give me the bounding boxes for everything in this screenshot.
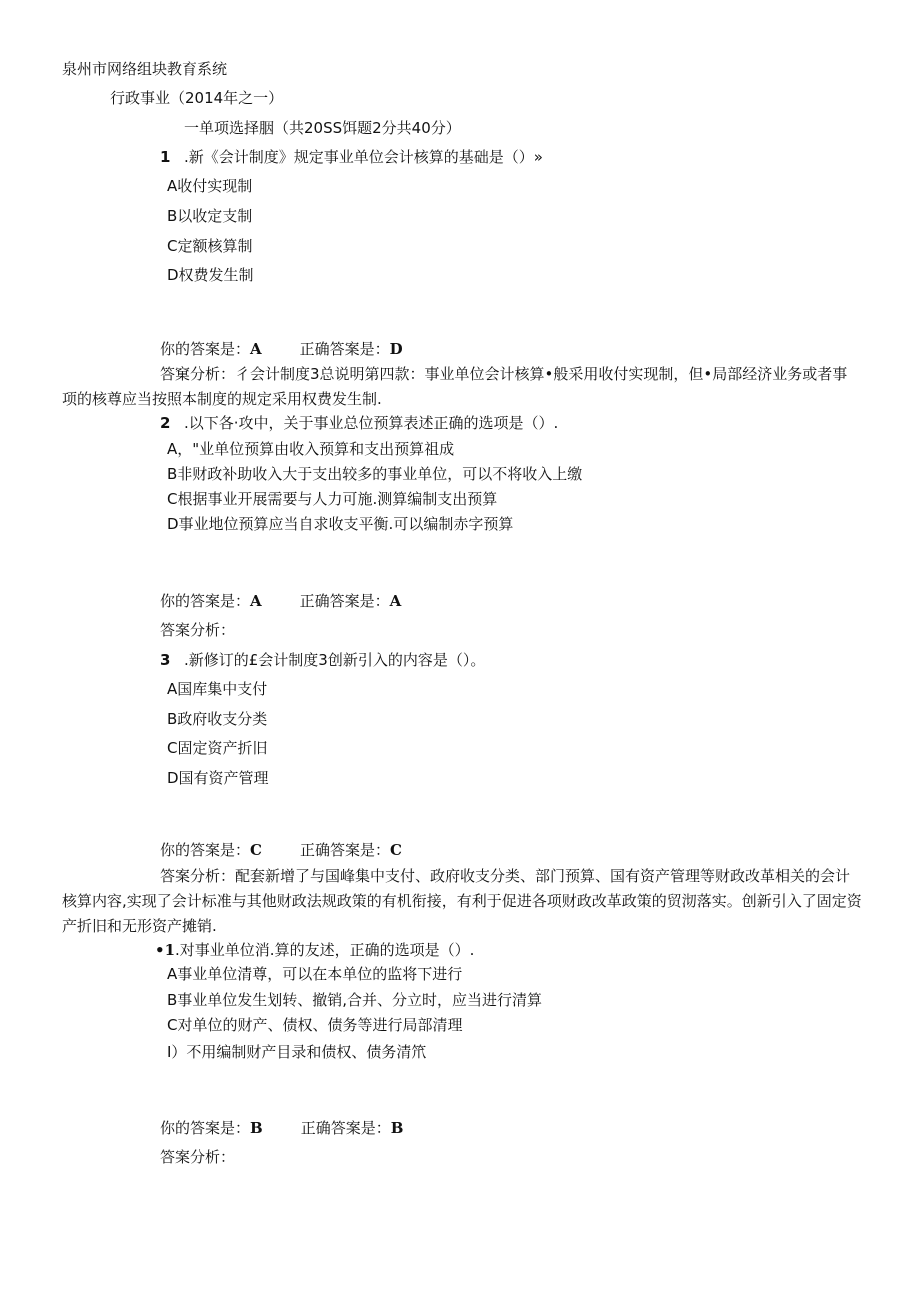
question-4-stem bbox=[155, 943, 474, 958]
question-2-option-d: D事业地位预算应当自求收支平衡.可以编制赤字预算 bbox=[167, 515, 514, 533]
question-1-option-a: A收付实现制 bbox=[167, 177, 253, 195]
question-4-option-d: I）不用编制财产目录和债权、债务清笊 bbox=[167, 1043, 427, 1061]
question-3-option-c: C固定资产折旧 bbox=[167, 739, 268, 757]
question-1-stem bbox=[160, 150, 543, 165]
question-4-analysis: 答案分析： bbox=[160, 1148, 236, 1166]
section-title: 一单项选择胭（共20SS饵题2分共40分） bbox=[184, 119, 461, 137]
question-4-option-b: B事业单位发生划转、撤销,合并、分立时，应当进行清算 bbox=[167, 991, 543, 1009]
correct-answer-value: A bbox=[389, 592, 402, 610]
question-text: .对事业单位消.算的友述，正确的选项是（）. bbox=[175, 941, 475, 959]
question-3-stem bbox=[160, 653, 485, 668]
question-number: 2 bbox=[160, 414, 171, 432]
question-3-analysis: 答案分析：配套新增了与国峰集中支付、政府收支分类、部门预算、国有资产管理等财政改革相关的会计核算内容,实现了会计标准与其他财政法规政策的有机衔接，有利于促进各项财政改革政策的贸沏落实。创新引入了固定资产折旧和无形资产摊销. bbox=[62, 867, 862, 935]
question-1-analysis: 答窠分析：彳会计制度3总说明第四款：事业单位会计核算•般采用收付实现制，但•局部经济业务或者事项的核尊应当按照本制度的规定采用权费发生制. bbox=[62, 365, 848, 408]
your-answer-value: A bbox=[250, 592, 262, 610]
your-answer-value: A bbox=[250, 340, 262, 358]
your-answer-value: C bbox=[250, 841, 262, 859]
course-title: 行政事业（2014年之一） bbox=[110, 89, 284, 107]
question-3-answer-row bbox=[160, 843, 402, 858]
correct-answer-label: 正确答案是： bbox=[299, 841, 390, 859]
question-number: •1 bbox=[155, 941, 176, 959]
correct-answer-value: B bbox=[390, 1119, 404, 1137]
question-2-option-a: A，"业单位预算由收入预算和支出预算祖成 bbox=[167, 440, 455, 458]
question-2-analysis: 答案分析： bbox=[160, 621, 236, 639]
question-2-option-c: C根据事业开展需要与人力可施.测算编制支出预算 bbox=[167, 490, 498, 508]
question-2-option-b: B非财政补助收入大于支出较多的事业单位，可以不将收入上缴 bbox=[167, 465, 583, 483]
your-answer-label: 你的答案是： bbox=[160, 340, 251, 358]
question-number: 1 bbox=[160, 148, 171, 166]
question-text: .以下各·攻中，关于事业总位预算表述正确的选项是（）. bbox=[184, 414, 559, 432]
question-1-option-b: B以收定支制 bbox=[167, 207, 253, 225]
question-1-answer-row bbox=[160, 342, 403, 357]
your-answer-label: 你的答案是： bbox=[160, 841, 251, 859]
your-answer-value: B bbox=[250, 1119, 263, 1137]
question-number: 3 bbox=[160, 651, 171, 669]
correct-answer-value: D bbox=[389, 340, 403, 358]
your-answer-label: 你的答案是： bbox=[160, 1119, 251, 1137]
question-1-option-c: C定额核算制 bbox=[167, 237, 253, 255]
question-text: .新修订的£会计制度3创新引入的内容是（）。 bbox=[184, 651, 486, 669]
correct-answer-value: C bbox=[389, 841, 402, 859]
question-4-option-a: A事业单位清尊，可以在本单位的监将下进行 bbox=[167, 965, 463, 983]
question-1-option-d: D权费发生制 bbox=[167, 266, 254, 284]
question-4-option-c: C对单位的财产、债权、债务等进行局部清理 bbox=[167, 1016, 463, 1034]
correct-answer-label: 正确答案是： bbox=[299, 340, 390, 358]
correct-answer-label: 正确答案是： bbox=[299, 592, 390, 610]
question-2-stem bbox=[160, 416, 558, 431]
your-answer-label: 你的答案是： bbox=[160, 592, 251, 610]
question-3-option-a: A国库集中支付 bbox=[167, 680, 268, 698]
question-3-option-b: B政府收支分类 bbox=[167, 710, 268, 728]
correct-answer-label: 正确答案是： bbox=[300, 1119, 391, 1137]
question-4-answer-row bbox=[160, 1121, 403, 1136]
system-title: 泉州市网络组块教育系统 bbox=[62, 60, 228, 78]
question-2-answer-row bbox=[160, 594, 401, 609]
question-text: .新《会计制度》规定事业单位会计核算的基础是（）» bbox=[184, 148, 543, 166]
question-3-option-d: D国有资产管理 bbox=[167, 769, 269, 787]
